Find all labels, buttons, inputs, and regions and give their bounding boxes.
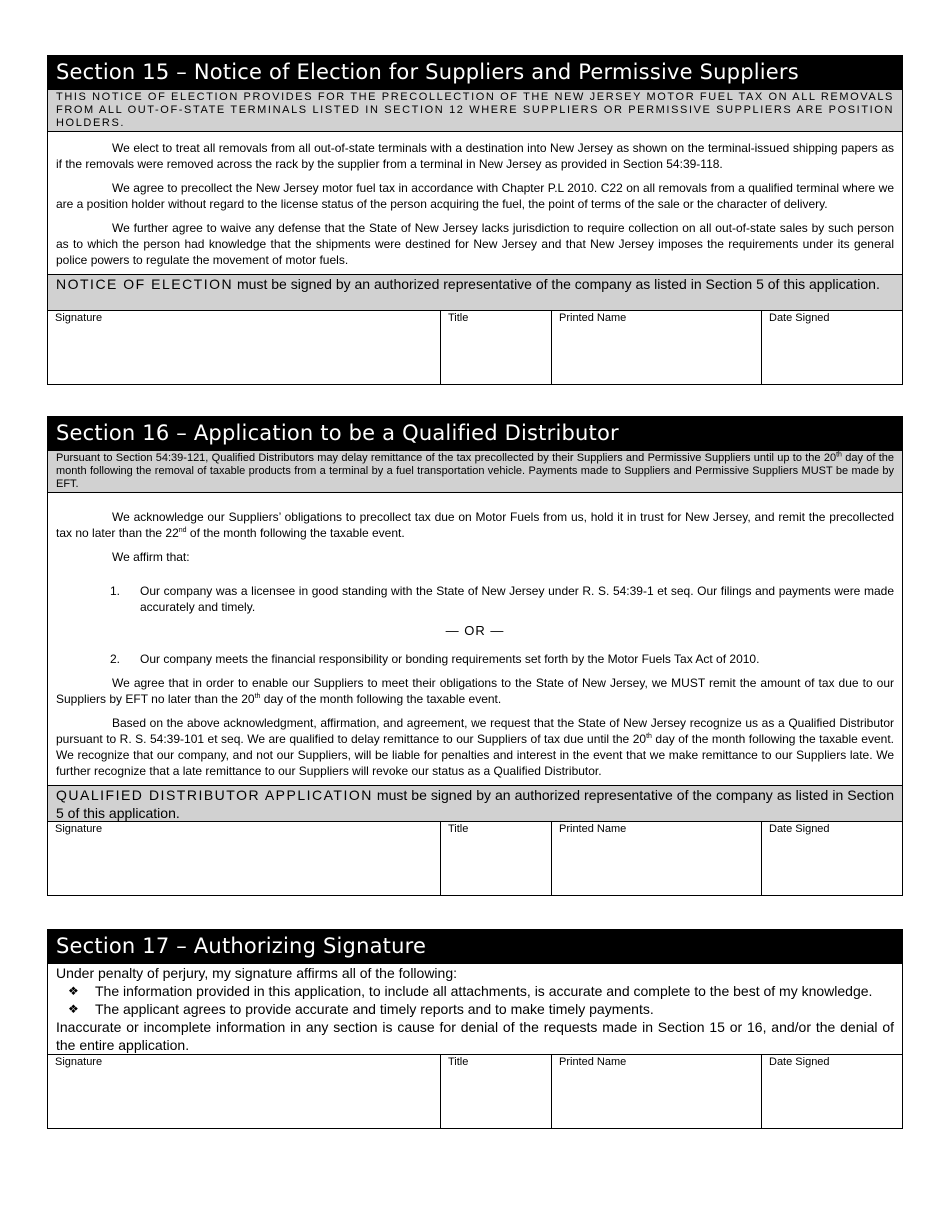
section-17-signature-row: [48, 1055, 902, 1128]
signature-label: Signature: [55, 312, 103, 324]
notice-text: must be signed by an authorized representative of the company as listed in Section 5 of this application.: [56, 787, 894, 821]
bullet-text: The applicant agrees to provide accurate and timely reports and to make timely payments.: [95, 1001, 654, 1017]
section-16-body: [48, 493, 902, 786]
section-16-banner: Pursuant to Section 54:39-121, Qualified Distributors may delay remittance of the tax precollected by their Suppliers and Permissive Suppliers until up to the 20th day of the month following the removal of taxable products from a terminal by a fuel transportation vehicle. Payments made to Suppliers and Permissive Suppliers MUST be made by EFT.: [48, 451, 902, 493]
printed-name-field[interactable]: [552, 822, 762, 895]
list-item: [56, 982, 894, 1000]
title-field[interactable]: [441, 822, 552, 895]
bullet-text: The information provided in this application, to include all attachments, is accurate and complete to the best of my knowledge.: [95, 983, 873, 999]
date-signed-label: Date Signed: [769, 823, 830, 835]
list-item: [56, 583, 894, 615]
diamond-bullet-icon: ❖: [68, 1002, 79, 1016]
section-16-paragraph: Based on the above acknowledgment, affirmation, and agreement, we request that the State of New Jersey recognize us as a Qualified Distributor pursuant to R. S. 54:39-101 et seq. We are qualified to delay remittance to our Suppliers of tax due until the 20th day of the month following the taxable event. We recognize that our company, and not our Suppliers, will be liable for penalties and interest in the event that we make remittance to our Suppliers late. We further recognize that a late remittance to our Suppliers will revoke our status as a Qualified Distributor.: [56, 716, 894, 778]
section-15-paragraph: We further agree to waive any defense that the State of New Jersey lacks jurisdiction to require collection on all out-of-state sales by such person as to which the person had knowledge that the shipments were destined for New Jersey and that New Jersey imposes the requirements under its general police powers to regulate the movement of motor fuels.: [56, 221, 894, 267]
title-field[interactable]: [441, 1055, 552, 1128]
date-signed-field[interactable]: [762, 1055, 902, 1128]
section-16-paragraph: We acknowledge our Suppliers’ obligations to precollect tax due on Motor Fuels from us, hold it in trust for New Jersey, and remit the precollected tax no later than the 22nd of the month following the taxable event.: [56, 510, 894, 540]
printed-name-label: Printed Name: [559, 1056, 627, 1068]
or-divider: — OR —: [445, 623, 505, 638]
list-text: Our company was a licensee in good standing with the State of New Jersey under R. S. 54:39-1 et seq. Our filings and payments were made accurately and timely.: [140, 584, 894, 614]
signature-field[interactable]: [48, 311, 441, 384]
list-text: Our company meets the financial responsibility or bonding requirements set forth by the Motor Fuels Tax Act of 2010.: [140, 652, 760, 666]
notice-text: must be signed by an authorized representative of the company as listed in Section 5 of this application.: [233, 276, 880, 292]
printed-name-field[interactable]: [552, 1055, 762, 1128]
section-15: [47, 55, 903, 385]
diamond-bullet-icon: ❖: [68, 984, 79, 998]
section-15-body: [48, 132, 902, 275]
section-15-paragraph: We elect to treat all removals from all out-of-state terminals with a destination into New Jersey as shown on the terminal-issued shipping papers as if the removals were removed across the rack by the supplier from a terminal in New Jersey as provided in Section 54:39-118.: [56, 141, 894, 171]
printed-name-label: Printed Name: [559, 312, 627, 324]
section-17-closing: Inaccurate or incomplete information in any section is cause for denial of the requests made in Section 15 or 16, and/or the denial of the entire application.: [56, 1019, 894, 1053]
signature-label: Signature: [55, 823, 103, 835]
printed-name-label: Printed Name: [559, 823, 627, 835]
date-signed-field[interactable]: [762, 822, 902, 895]
title-label: Title: [448, 312, 469, 324]
section-16-paragraph: We agree that in order to enable our Suppliers to meet their obligations to the State of New Jersey, we MUST remit the amount of tax due to our Suppliers by EFT no later than the 20th day of the month following the taxable event.: [56, 676, 894, 706]
section-17: [47, 929, 903, 1129]
section-17-body: [48, 964, 902, 1055]
title-label: Title: [448, 823, 469, 835]
section-15-banner: THIS NOTICE OF ELECTION PROVIDES FOR THE PRECOLLECTION OF THE NEW JERSEY MOTOR FUEL TAX ON ALL REMOVALS FROM ALL OUT-OF-STATE TERMINALS LISTED IN SECTION 12 WHERE SUPPLIERS OR PERMISSIVE SUPPLIERS ARE POSITION HOLDERS.: [48, 90, 902, 132]
title-label: Title: [448, 1056, 469, 1068]
date-signed-field[interactable]: [762, 311, 902, 384]
list-number: 2.: [109, 652, 120, 666]
date-signed-label: Date Signed: [769, 1056, 830, 1068]
signature-label: Signature: [55, 1056, 103, 1068]
section-17-title: Section 17 – Authorizing Signature: [48, 930, 902, 964]
list-number: 1.: [109, 584, 120, 598]
section-15-title: Section 15 – Notice of Election for Suppliers and Permissive Suppliers: [48, 56, 902, 90]
section-16-title: Section 16 – Application to be a Qualified Distributor: [48, 417, 902, 451]
section-16-signature-row: [48, 822, 902, 895]
qualified-distributor-label: QUALIFIED DISTRIBUTOR APPLICATION: [56, 787, 373, 803]
section-16: [47, 416, 903, 896]
date-signed-label: Date Signed: [769, 312, 830, 324]
affirm-text: We affirm that:: [112, 550, 190, 564]
list-item: [56, 651, 894, 667]
notice-of-election-label: NOTICE OF ELECTION: [56, 276, 234, 292]
section-15-paragraph: We agree to precollect the New Jersey motor fuel tax in accordance with Chapter P.L 2010. C22 on all removals from a qualified terminal where we are a position holder without regard to the license status of the person acquiring the fuel, the point of terms of the sale or the character of delivery.: [56, 181, 894, 211]
section-16-notice: [48, 786, 902, 822]
section-15-notice: [48, 275, 902, 311]
signature-field[interactable]: [48, 1055, 441, 1128]
title-field[interactable]: [441, 311, 552, 384]
section-17-intro: Under penalty of perjury, my signature affirms all of the following:: [56, 965, 458, 981]
printed-name-field[interactable]: [552, 311, 762, 384]
section-15-signature-row: [48, 311, 902, 384]
list-item: [56, 1000, 894, 1018]
signature-field[interactable]: [48, 822, 441, 895]
